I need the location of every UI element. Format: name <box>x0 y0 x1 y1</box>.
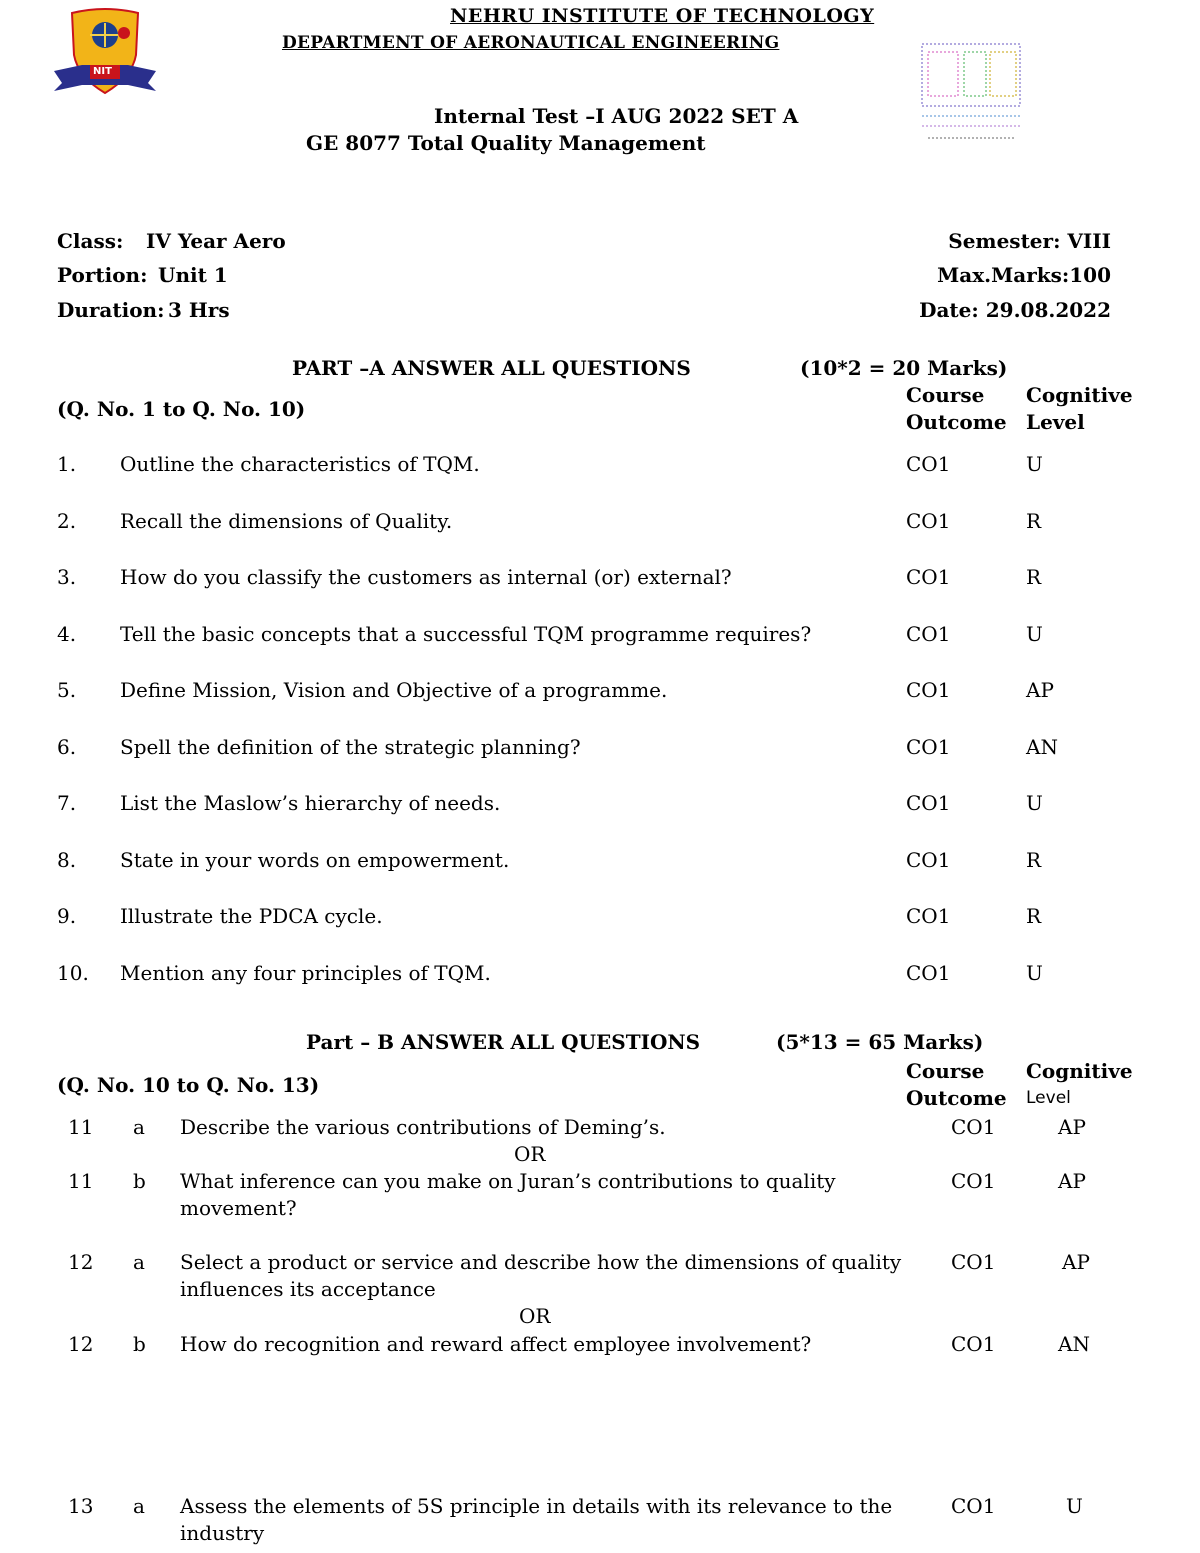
question-text: Recall the dimensions of Quality. <box>120 509 453 533</box>
duration-label: Duration: <box>57 298 165 322</box>
question-number: 11 <box>68 1115 94 1139</box>
question-sub: a <box>133 1115 145 1139</box>
class-value: IV Year Aero <box>146 229 286 253</box>
question-number: 13 <box>68 1494 94 1518</box>
course-outcome: CO1 <box>951 1115 996 1139</box>
class-label: Class: <box>57 229 124 253</box>
part-a-col-course-2: Outcome <box>906 410 1007 434</box>
question-number: 3. <box>57 565 77 589</box>
part-a-col-cog-2: Level <box>1026 410 1085 434</box>
question-sub: b <box>133 1332 146 1356</box>
exam-date: Date: 29.08.2022 <box>919 298 1111 322</box>
question-number: 11 <box>68 1169 94 1193</box>
part-b-title: Part – B ANSWER ALL QUESTIONS <box>306 1030 701 1054</box>
cognitive-level: U <box>1026 622 1043 646</box>
question-text: Mention any four principles of TQM. <box>120 961 491 985</box>
question-text: Define Mission, Vision and Objective of a programme. <box>120 678 668 702</box>
question-number: 6. <box>57 735 77 759</box>
course-outcome: CO1 <box>906 622 951 646</box>
part-a-title: PART –A ANSWER ALL QUESTIONS <box>292 356 691 380</box>
institute-logo <box>52 5 158 99</box>
cognitive-level: U <box>1026 791 1043 815</box>
question-sub: a <box>133 1494 145 1518</box>
cognitive-level: AP <box>1026 678 1054 702</box>
question-text: List the Maslow’s hierarchy of needs. <box>120 791 501 815</box>
part-b-marks: (5*13 = 65 Marks) <box>776 1030 984 1054</box>
test-title: Internal Test –I AUG 2022 SET A <box>434 104 799 128</box>
or-separator: OR <box>519 1304 551 1328</box>
part-b-col-cog-2: Level <box>1026 1088 1071 1108</box>
question-text: Outline the characteristics of TQM. <box>120 452 480 476</box>
course-outcome: CO1 <box>951 1250 996 1274</box>
question-text-line1: What inference can you make on Juran’s contributions to quality <box>180 1169 836 1193</box>
max-marks: Max.Marks:100 <box>937 263 1111 287</box>
course-outcome: CO1 <box>906 791 951 815</box>
question-text-line2: influences its acceptance <box>180 1277 436 1301</box>
part-b-col-cog-1: Cognitive <box>1026 1059 1133 1083</box>
cognitive-level: U <box>1026 961 1043 985</box>
course-outcome: CO1 <box>906 678 951 702</box>
logo-text: NIT <box>93 66 112 77</box>
question-number: 5. <box>57 678 77 702</box>
duration-value: 3 Hrs <box>168 298 230 322</box>
question-text-line2: movement? <box>180 1196 297 1220</box>
course-outcome: CO1 <box>906 961 951 985</box>
question-number: 1. <box>57 452 77 476</box>
part-a-col-course-1: Course <box>906 383 985 407</box>
question-text-line2: industry <box>180 1521 265 1545</box>
cognitive-level: R <box>1026 565 1042 589</box>
cognitive-level: AP <box>1062 1250 1090 1274</box>
question-text: Tell the basic concepts that a successful TQM programme requires? <box>120 622 812 646</box>
question-text: How do recognition and reward affect employee involvement? <box>180 1332 812 1356</box>
course-outcome: CO1 <box>906 848 951 872</box>
semester: Semester: VIII <box>948 229 1111 253</box>
course-outcome: CO1 <box>906 565 951 589</box>
cognitive-level: AN <box>1026 735 1058 759</box>
course-outcome: CO1 <box>906 452 951 476</box>
course-outcome: CO1 <box>951 1169 996 1193</box>
question-number: 12 <box>68 1250 94 1274</box>
part-b-col-course-1: Course <box>906 1059 985 1083</box>
question-text-line1: Select a product or service and describe how the dimensions of quality <box>180 1250 902 1274</box>
part-b-col-course-2: Outcome <box>906 1086 1007 1110</box>
cognitive-level: AP <box>1058 1115 1086 1139</box>
question-text: Illustrate the PDCA cycle. <box>120 904 383 928</box>
course-title: GE 8077 Total Quality Management <box>306 131 706 155</box>
portion-label: Portion: <box>57 263 148 287</box>
question-sub: b <box>133 1169 146 1193</box>
question-number: 12 <box>68 1332 94 1356</box>
question-number: 7. <box>57 791 77 815</box>
part-b-range: (Q. No. 10 to Q. No. 13) <box>57 1073 320 1097</box>
cognitive-level: U <box>1026 452 1043 476</box>
course-outcome: CO1 <box>906 735 951 759</box>
cognitive-level: AP <box>1058 1169 1086 1193</box>
cognitive-level: R <box>1026 848 1042 872</box>
course-outcome: CO1 <box>951 1494 996 1518</box>
question-text: Describe the various contributions of Deming’s. <box>180 1115 666 1139</box>
qr-code-icon <box>918 40 1024 142</box>
portion-value: Unit 1 <box>158 263 228 287</box>
cognitive-level: R <box>1026 904 1042 928</box>
cognitive-level: U <box>1066 1494 1083 1518</box>
question-number: 8. <box>57 848 77 872</box>
question-number: 9. <box>57 904 77 928</box>
question-number: 2. <box>57 509 77 533</box>
question-text: State in your words on empowerment. <box>120 848 510 872</box>
question-text: How do you classify the customers as internal (or) external? <box>120 565 732 589</box>
question-number: 10. <box>57 961 89 985</box>
part-a-range: (Q. No. 1 to Q. No. 10) <box>57 397 306 421</box>
cognitive-level: AN <box>1058 1332 1090 1356</box>
question-text-line1: Assess the elements of 5S principle in details with its relevance to the <box>180 1494 893 1518</box>
cognitive-level: R <box>1026 509 1042 533</box>
course-outcome: CO1 <box>906 904 951 928</box>
course-outcome: CO1 <box>951 1332 996 1356</box>
question-text: Spell the definition of the strategic planning? <box>120 735 581 759</box>
question-number: 4. <box>57 622 77 646</box>
department-name: DEPARTMENT OF AERONAUTICAL ENGINEERING <box>282 33 780 53</box>
course-outcome: CO1 <box>906 509 951 533</box>
part-a-col-cog-1: Cognitive <box>1026 383 1133 407</box>
institute-name: NEHRU INSTITUTE OF TECHNOLOGY <box>450 5 875 27</box>
part-a-marks: (10*2 = 20 Marks) <box>800 356 1008 380</box>
or-separator: OR <box>514 1142 546 1166</box>
question-sub: a <box>133 1250 145 1274</box>
